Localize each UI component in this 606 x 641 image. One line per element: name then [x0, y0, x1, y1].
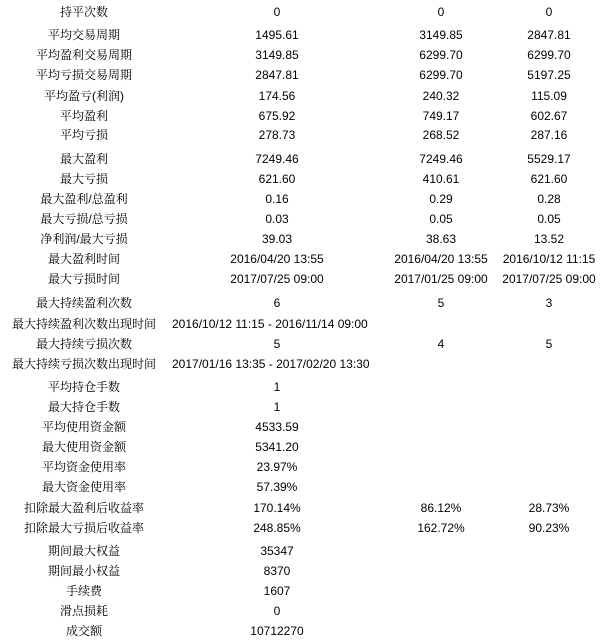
value-all: 248.85%	[253, 521, 301, 535]
value-short	[496, 621, 602, 641]
value-long: 410.61	[422, 172, 460, 186]
row-label: 最大资金使用率	[41, 480, 126, 494]
value-all: 4533.59	[255, 420, 299, 434]
value-long: 6299.70	[419, 48, 463, 62]
value-short	[496, 457, 602, 477]
value-all: 1495.61	[255, 28, 299, 42]
table-row	[0, 581, 606, 601]
row-label: 平均盈利	[59, 109, 108, 123]
table-row	[0, 229, 606, 249]
value-short	[496, 397, 602, 417]
value-long: 38.63	[425, 232, 457, 246]
row-label: 手续费	[65, 584, 102, 598]
value-long: 0.29	[429, 192, 453, 206]
value-all: 1	[273, 400, 281, 414]
value-short: 90.23%	[528, 521, 570, 535]
table-row	[0, 397, 606, 417]
value-short: 602.67	[530, 109, 568, 123]
table-row	[0, 477, 606, 497]
table-row	[0, 561, 606, 581]
table-row	[0, 621, 606, 641]
value-long: 162.72%	[417, 521, 465, 535]
value-all: 35347	[260, 544, 294, 558]
value-all: 39.03	[261, 232, 293, 246]
value-short: 6299.70	[527, 48, 571, 62]
table-row	[0, 293, 606, 313]
value-all: 0.16	[265, 192, 289, 206]
row-label: 扣除最大亏损后收益率	[23, 521, 144, 535]
table-row	[0, 189, 606, 209]
row-label: 扣除最大盈利后收益率	[23, 501, 144, 515]
value-long	[386, 437, 496, 457]
value-long: 749.17	[422, 109, 460, 123]
table-row	[0, 601, 606, 621]
value-all: 1607	[263, 584, 291, 598]
value-long	[386, 417, 496, 437]
row-label: 最大盈利时间	[47, 252, 120, 266]
row-label: 期间最小权益	[47, 564, 120, 578]
row-label: 最大持续亏损次数	[35, 337, 132, 351]
row-label: 平均使用资金额	[41, 420, 126, 434]
value-all: 0	[273, 5, 281, 19]
value-short: 115.09	[531, 89, 567, 103]
value-short: 5197.25	[527, 68, 571, 82]
table-row	[0, 65, 606, 85]
row-label: 最大持续盈利次数出现时间	[11, 317, 156, 331]
value-long: 6299.70	[419, 68, 463, 82]
value-long: 2017/01/25 09:00	[394, 272, 488, 286]
table-row	[0, 334, 606, 354]
value-short: 5	[545, 337, 553, 351]
value-all: 621.60	[258, 172, 296, 186]
table-row	[0, 541, 606, 561]
table-row	[0, 25, 606, 45]
value-short: 0.28	[537, 192, 561, 206]
row-label: 成交额	[65, 624, 102, 638]
value-short: 0	[545, 5, 553, 19]
row-label: 最大亏损	[59, 172, 108, 186]
value-long	[386, 457, 496, 477]
value-all: 5341.20	[255, 440, 299, 454]
row-label: 平均持仓手数	[47, 380, 120, 394]
row-label: 期间最大权益	[47, 544, 120, 558]
value-long: 7249.46	[419, 152, 463, 166]
value-short: 2017/07/25 09:00	[502, 272, 596, 286]
value-short	[496, 581, 602, 601]
row-label: 最大持仓手数	[47, 400, 120, 414]
value-long	[386, 477, 496, 497]
table-row	[0, 498, 606, 518]
value-all: 1	[273, 380, 281, 394]
value-all: 8370	[263, 564, 291, 578]
value-long: 0	[437, 5, 445, 19]
value-all: 6	[273, 296, 281, 310]
table-row	[0, 249, 606, 269]
table-row	[0, 86, 606, 106]
table-row	[0, 45, 606, 65]
row-label: 平均盈利交易周期	[35, 48, 132, 62]
value-all: 2017/07/25 09:00	[230, 272, 324, 286]
value-short: 28.73%	[528, 501, 570, 515]
value-long: 240.32	[422, 89, 460, 103]
row-label: 平均亏损	[59, 128, 108, 142]
table-row	[0, 169, 606, 189]
value-short	[496, 541, 602, 561]
value-all: 170.14%	[253, 501, 301, 515]
row-label: 最大使用资金额	[41, 440, 126, 454]
value-all: 278.73	[258, 128, 296, 142]
value-short	[496, 417, 602, 437]
row-label: 最大盈利/总盈利	[40, 192, 128, 206]
value-all: 3149.85	[255, 48, 299, 62]
value-long	[386, 621, 496, 641]
table-row	[0, 125, 606, 145]
row-label: 净利润/最大亏损	[40, 232, 128, 246]
table-row	[0, 417, 606, 437]
value-all: 2847.81	[255, 68, 299, 82]
value-all: 23.97%	[256, 460, 298, 474]
row-label: 平均盈亏(利润)	[44, 89, 124, 103]
table-row	[0, 457, 606, 477]
table-row	[0, 106, 606, 126]
value-long: 3149.85	[419, 28, 463, 42]
value-short	[496, 377, 602, 397]
table-row	[0, 314, 606, 334]
value-long	[386, 541, 496, 561]
value-short: 0.05	[537, 212, 561, 226]
row-label: 最大持续盈利次数	[35, 296, 132, 310]
row-label: 持平次数	[59, 5, 108, 19]
table-row	[0, 354, 606, 374]
value-span: 2016/10/12 11:15 - 2016/11/14 09:00	[172, 317, 368, 331]
value-short	[496, 601, 602, 621]
value-all: 57.39%	[256, 480, 298, 494]
row-label: 最大持续亏损次数出现时间	[11, 357, 156, 371]
row-label: 最大亏损/总亏损	[40, 212, 128, 226]
value-short: 287.16	[530, 128, 568, 142]
row-label: 滑点损耗	[59, 604, 108, 618]
row-label: 平均资金使用率	[41, 460, 126, 474]
value-long	[386, 377, 496, 397]
row-label: 平均交易周期	[47, 28, 120, 42]
value-all: 0.03	[265, 212, 289, 226]
row-label: 最大亏损时间	[47, 272, 120, 286]
value-short: 2847.81	[527, 28, 571, 42]
value-long: 0.05	[429, 212, 453, 226]
value-all: 675.92	[258, 109, 296, 123]
value-span: 2017/01/16 13:35 - 2017/02/20 13:30	[172, 357, 370, 371]
value-short: 13.52	[533, 232, 565, 246]
row-label: 最大盈利	[59, 152, 108, 166]
value-all: 5	[273, 337, 281, 351]
value-long	[386, 397, 496, 417]
value-all: 174.56	[258, 89, 296, 103]
value-short: 2016/10/12 11:15	[502, 252, 596, 266]
value-short	[496, 561, 602, 581]
value-short	[496, 437, 602, 457]
value-long	[386, 561, 496, 581]
value-long: 2016/04/20 13:55	[394, 252, 488, 266]
value-short: 621.60	[530, 172, 568, 186]
value-long: 5	[437, 296, 445, 310]
value-all: 7249.46	[255, 152, 299, 166]
table-row	[0, 269, 606, 289]
value-all: 2016/04/20 13:55	[230, 252, 324, 266]
row-label: 平均亏损交易周期	[35, 68, 132, 82]
table-row	[0, 518, 606, 538]
table-row	[0, 2, 606, 22]
value-long: 4	[437, 337, 445, 351]
table-row	[0, 377, 606, 397]
value-all: 10712270	[250, 624, 304, 638]
value-short: 5529.17	[527, 152, 571, 166]
value-long: 268.52	[422, 128, 460, 142]
value-long	[386, 601, 496, 621]
table-row	[0, 149, 606, 169]
value-short	[496, 477, 602, 497]
value-long	[386, 581, 496, 601]
value-short: 3	[545, 296, 553, 310]
table-row	[0, 209, 606, 229]
table-row	[0, 437, 606, 457]
value-long: 86.12%	[420, 501, 462, 515]
value-all: 0	[273, 604, 281, 618]
